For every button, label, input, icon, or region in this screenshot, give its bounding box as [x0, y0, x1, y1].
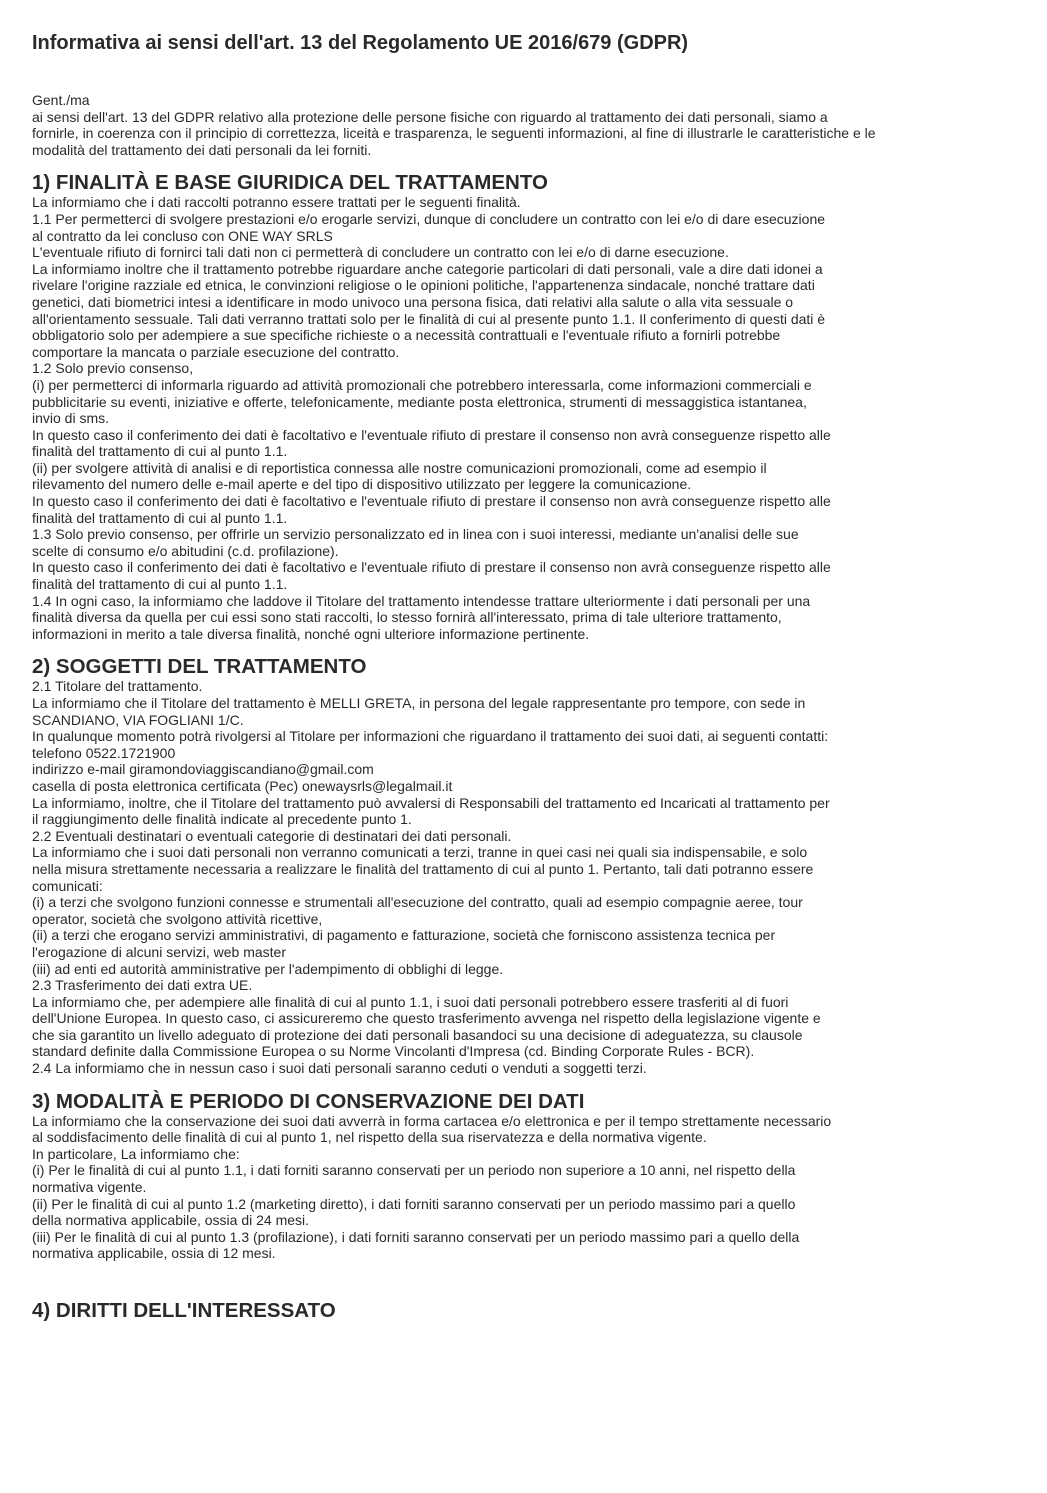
section-text-line: L'eventuale rifiuto di fornirci tali dati non ci permetterà di concludere un contratto con lei e/o di darne esecuzione.: [32, 244, 729, 261]
section-text-line: 1.4 In ogni caso, la informiamo che laddove il Titolare del trattamento intendesse trattare ulteriormente i dati personali per una: [32, 592, 811, 609]
section-text-line: In particolare, La informiamo che:: [32, 1145, 240, 1162]
section-text-line: (iii) Per le finalità di cui al punto 1.3 (profilazione), i dati forniti saranno conservati per un periodo massimo pari a quello della: [32, 1228, 800, 1245]
section-text-line: informazioni in merito a tale diversa finalità, nonché ogni ulteriore informazione pertinente.: [32, 625, 590, 642]
section-text-line: rilevamento del numero delle e-mail aperte e del tipo di dispositivo utilizzato per leggere la comunicazione.: [32, 476, 692, 493]
section-text-line: 2.2 Eventuali destinatari o eventuali categorie di destinatari dei dati personali.: [32, 827, 512, 844]
section-text-line: al contratto da lei concluso con ONE WAY SRLS: [32, 227, 333, 244]
section-text-line: della normativa applicabile, ossia di 24 mesi.: [32, 1212, 310, 1229]
section-text-line: al soddisfacimento delle finalità di cui al punto 1, nel rispetto della sua riservatezza e della normativa vigente.: [32, 1129, 707, 1146]
section-heading: 4) DIRITTI DELL'INTERESSATO: [32, 1299, 336, 1322]
section-text-line: (i) a terzi che svolgono funzioni connesse e strumentali all'esecuzione del contratto, quali ad esempio compagnie aeree, tour: [32, 894, 803, 911]
section-text-line: 2.3 Trasferimento dei dati extra UE.: [32, 977, 253, 994]
section-text-line: finalità del trattamento di cui al punto 1.1.: [32, 443, 288, 460]
section-text-line: In questo caso il conferimento dei dati è facoltativo e l'eventuale rifiuto di prestare il consenso non avrà conseguenze rispetto alle: [32, 493, 831, 510]
section-text-line: standard definite dalla Commissione Europea o su Norme Vincolanti d'Impresa (cd. Binding Corporate Rules - BCR).: [32, 1043, 755, 1060]
section-text-line: normativa applicabile, ossia di 12 mesi.: [32, 1245, 276, 1262]
section-text-line: all'orientamento sessuale. Tali dati verranno trattati solo per le finalità di cui al presente punto 1.1. Il conferimento di questi dati è: [32, 310, 826, 327]
section-text-line: 1.1 Per permetterci di svolgere prestazioni e/o erogarle servizi, dunque di concludere un contratto con lei e/o di dare esecuzione: [32, 210, 826, 227]
section-text-line: (ii) a terzi che erogano servizi amministrativi, di pagamento e fatturazione, società che forniscono assistenza tecnica per: [32, 927, 776, 944]
section-3: [32, 1091, 1015, 1262]
section-text-line: comunicati:: [32, 877, 103, 894]
section-text-line: comportare la mancata o parziale esecuzione del contratto.: [32, 343, 400, 360]
section-text-line: nella misura strettamente necessaria a realizzare le finalità del trattamento di cui al punto 1. Pertanto, tali dati potranno essere: [32, 860, 814, 877]
section-heading: 3) MODALITÀ E PERIODO DI CONSERVAZIONE DEI DATI: [32, 1089, 585, 1113]
section-text-line: l'erogazione di alcuni servizi, web master: [32, 943, 287, 960]
intro-line: ai sensi dell'art. 13 del GDPR relativo alla protezione delle persone fisiche con riguardo al trattamento dei dati personali, siamo a: [32, 108, 828, 125]
section-text-line: finalità del trattamento di cui al punto 1.1.: [32, 576, 288, 593]
section-text-line: La informiamo inoltre che il trattamento potrebbe riguardare anche categorie particolari di dati personali, vale a dire dati idonei a: [32, 260, 823, 277]
sections-container: [32, 172, 1015, 1322]
section-1: [32, 172, 1015, 642]
section-4: [32, 1300, 1015, 1322]
section-text-line: casella di posta elettronica certificata (Pec) onewaysrls@legalmail.it: [32, 777, 453, 794]
section-heading: 2) SOGGETTI DEL TRATTAMENTO: [32, 655, 367, 679]
section-text-line: (i) Per le finalità di cui al punto 1.1, i dati forniti saranno conservati per un periodo non superiore a 10 anni, nel rispetto della: [32, 1162, 796, 1179]
section-text-line: finalità del trattamento di cui al punto 1.1.: [32, 509, 288, 526]
section-text-line: (iii) ad enti ed autorità amministrative per l'adempimento di obblighi di legge.: [32, 960, 504, 977]
section-text-line: dell'Unione Europea. In questo caso, ci assicureremo che questo trasferimento avvenga nel rispetto della legislazione vigente e: [32, 1010, 821, 1027]
section-text-line: La informiamo che il Titolare del trattamento è MELLI GRETA, in persona del legale rappresentante pro tempore, con sede in: [32, 695, 806, 711]
section-text-line: In questo caso il conferimento dei dati è facoltativo e l'eventuale rifiuto di prestare il consenso non avrà conseguenze rispetto alle: [32, 559, 831, 576]
section-text-line: scelte di consumo e/o abitudini (c.d. profilazione).: [32, 542, 339, 559]
section-text-line: pubblicitarie su eventi, iniziative e offerte, telefonicamente, mediante posta elettronica, strumenti di messaggistica istantanea,: [32, 393, 807, 410]
section-text-line: SCANDIANO, VIA FOGLIANI 1/C.: [32, 711, 244, 728]
section-text-line: (ii) Per le finalità di cui al punto 1.2 (marketing diretto), i dati forniti saranno conservati per un periodo massimo pari a quello: [32, 1195, 796, 1212]
document-title: Informativa ai sensi dell'art. 13 del Regolamento UE 2016/679 (GDPR): [32, 32, 689, 54]
section-2: [32, 656, 1015, 1076]
section-text-line: La informiamo che i dati raccolti potranno essere trattati per le seguenti finalità.: [32, 194, 521, 211]
intro-paragraph: [32, 92, 1015, 158]
section-text-line: che sia garantito un livello adeguato di protezione dei dati personali basandoci su una decisione di adeguatezza, su clausole: [32, 1026, 803, 1043]
section-text-line: indirizzo e-mail giramondoviaggiscandiano@gmail.com: [32, 761, 374, 778]
section-text-line: La informiamo che i suoi dati personali non verranno comunicati a terzi, tranne in quei casi nei quali sia indispensabile, e solo: [32, 844, 808, 861]
section-text-line: normativa vigente.: [32, 1179, 147, 1196]
intro-line: fornirle, in coerenza con il principio di correttezza, liceità e trasparenza, le seguenti informazioni, al fine di illustrarle le caratteristiche e le: [32, 125, 876, 142]
section-text-line: La informiamo che, per adempiere alle finalità di cui al punto 1.1, i suoi dati personali potrebbero essere trasferiti al di fuori: [32, 993, 789, 1010]
section-text-line: In qualunque momento potrà rivolgersi al Titolare per informazioni che riguardano il trattamento dei suoi dati, ai seguenti contatti:: [32, 728, 829, 745]
section-text-line: 1.3 Solo previo consenso, per offrirle un servizio personalizzato ed in linea con i suoi interessi, mediante un'analisi delle sue: [32, 526, 799, 543]
section-text-line: 1.2 Solo previo consenso,: [32, 360, 194, 377]
intro-line: Gent./ma: [32, 92, 90, 108]
section-text-line: operator, società che svolgono attività ricettive,: [32, 910, 323, 927]
section-text-line: obbligatorio solo per adempiere a sue specifiche richieste o a necessità contrattuali e l'eventuale rifiuto a fornirli potrebbe: [32, 327, 781, 344]
section-text-line: In questo caso il conferimento dei dati è facoltativo e l'eventuale rifiuto di prestare il consenso non avrà conseguenze rispetto alle: [32, 426, 831, 443]
section-heading: 1) FINALITÀ E BASE GIURIDICA DEL TRATTAMENTO: [32, 171, 548, 195]
section-text-line: (ii) per svolgere attività di analisi e di reportistica connessa alle nostre comunicazioni promozionali, come ad esempio il: [32, 459, 767, 476]
section-text-line: finalità diversa da quella per cui essi sono stati raccolti, lo stesso fornirà all'interessato, prima di tale ulteriore trattamento,: [32, 609, 782, 626]
section-text-line: il raggiungimento delle finalità indicate al precedente punto 1.: [32, 811, 412, 828]
section-text-line: 2.1 Titolare del trattamento.: [32, 678, 203, 695]
section-text-line: La informiamo che la conservazione dei suoi dati avverrà in forma cartacea e/o elettronica e per il tempo strettamente necessario: [32, 1112, 832, 1129]
section-text-line: (i) per permetterci di informarla riguardo ad attività promozionali che potrebbero interessarla, come informazioni commerciali e: [32, 376, 812, 393]
section-text-line: 2.4 La informiamo che in nessun caso i suoi dati personali saranno ceduti o venduti a soggetti terzi.: [32, 1060, 647, 1077]
section-text-line: genetici, dati biometrici intesi a identificare in modo univoco una persona fisica, dati relativi alla salute o alla vita sessuale o: [32, 293, 794, 310]
intro-line: modalità del trattamento dei dati personali da lei forniti.: [32, 141, 372, 158]
section-text-line: invio di sms.: [32, 410, 110, 427]
section-text-line: rivelare l'origine razziale ed etnica, le convinzioni religiose o le opinioni politiche, l'appartenenza sindacale, nonché trattare dati: [32, 277, 815, 294]
section-text-line: La informiamo, inoltre, che il Titolare del trattamento può avvalersi di Responsabili del trattamento ed Incaricati al trattamento per: [32, 794, 830, 811]
section-text-line: telefono 0522.1721900: [32, 744, 176, 761]
